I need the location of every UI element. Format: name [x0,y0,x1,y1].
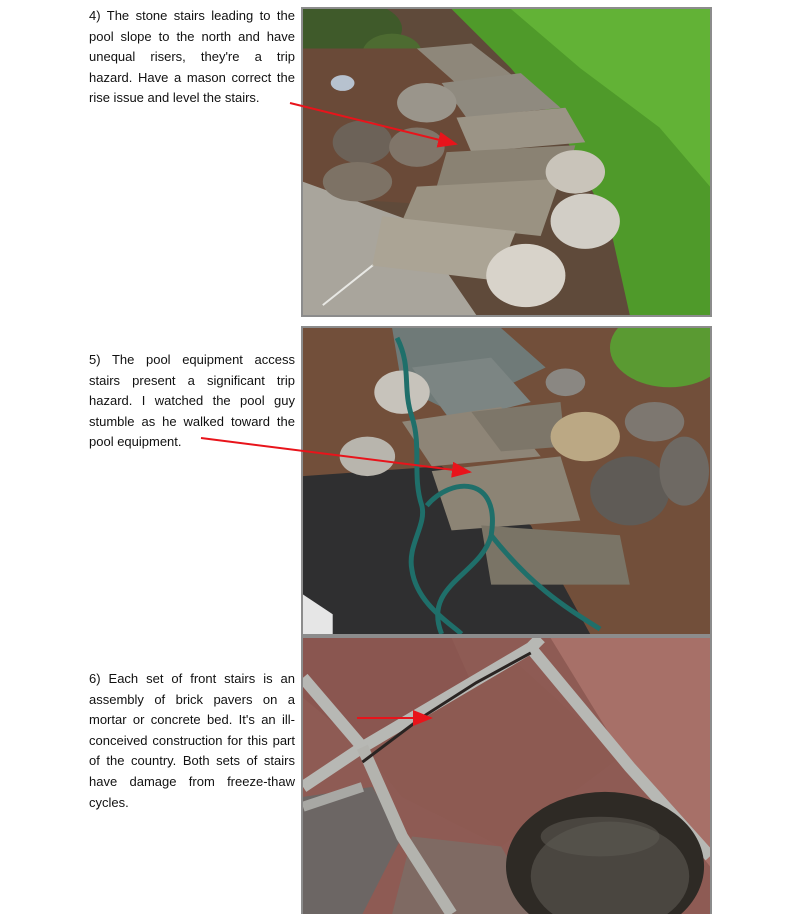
inspection-note-6: 6) Each set of front stairs is an assembly of brick pavers on a mortar or concrete bed. It's an ill-conceived construction for this part of the country. Both sets of stairs have damage from freeze-thaw cycles. [89,671,295,810]
brick-paver-stairs-photo [301,636,712,914]
stone-stairs-photo [301,7,712,317]
pool-equipment-stairs-photo [301,326,712,636]
inspection-note-4: 4) The stone stairs leading to the pool slope to the north and have unequal risers, they're a trip hazard. Have a mason correct the rise issue and level the stairs. [89,8,295,106]
inspection-note-5: 5) The pool equipment access stairs present a significant trip hazard. I watched the pool guy stumble as he walked toward the pool equipment. [89,352,295,450]
